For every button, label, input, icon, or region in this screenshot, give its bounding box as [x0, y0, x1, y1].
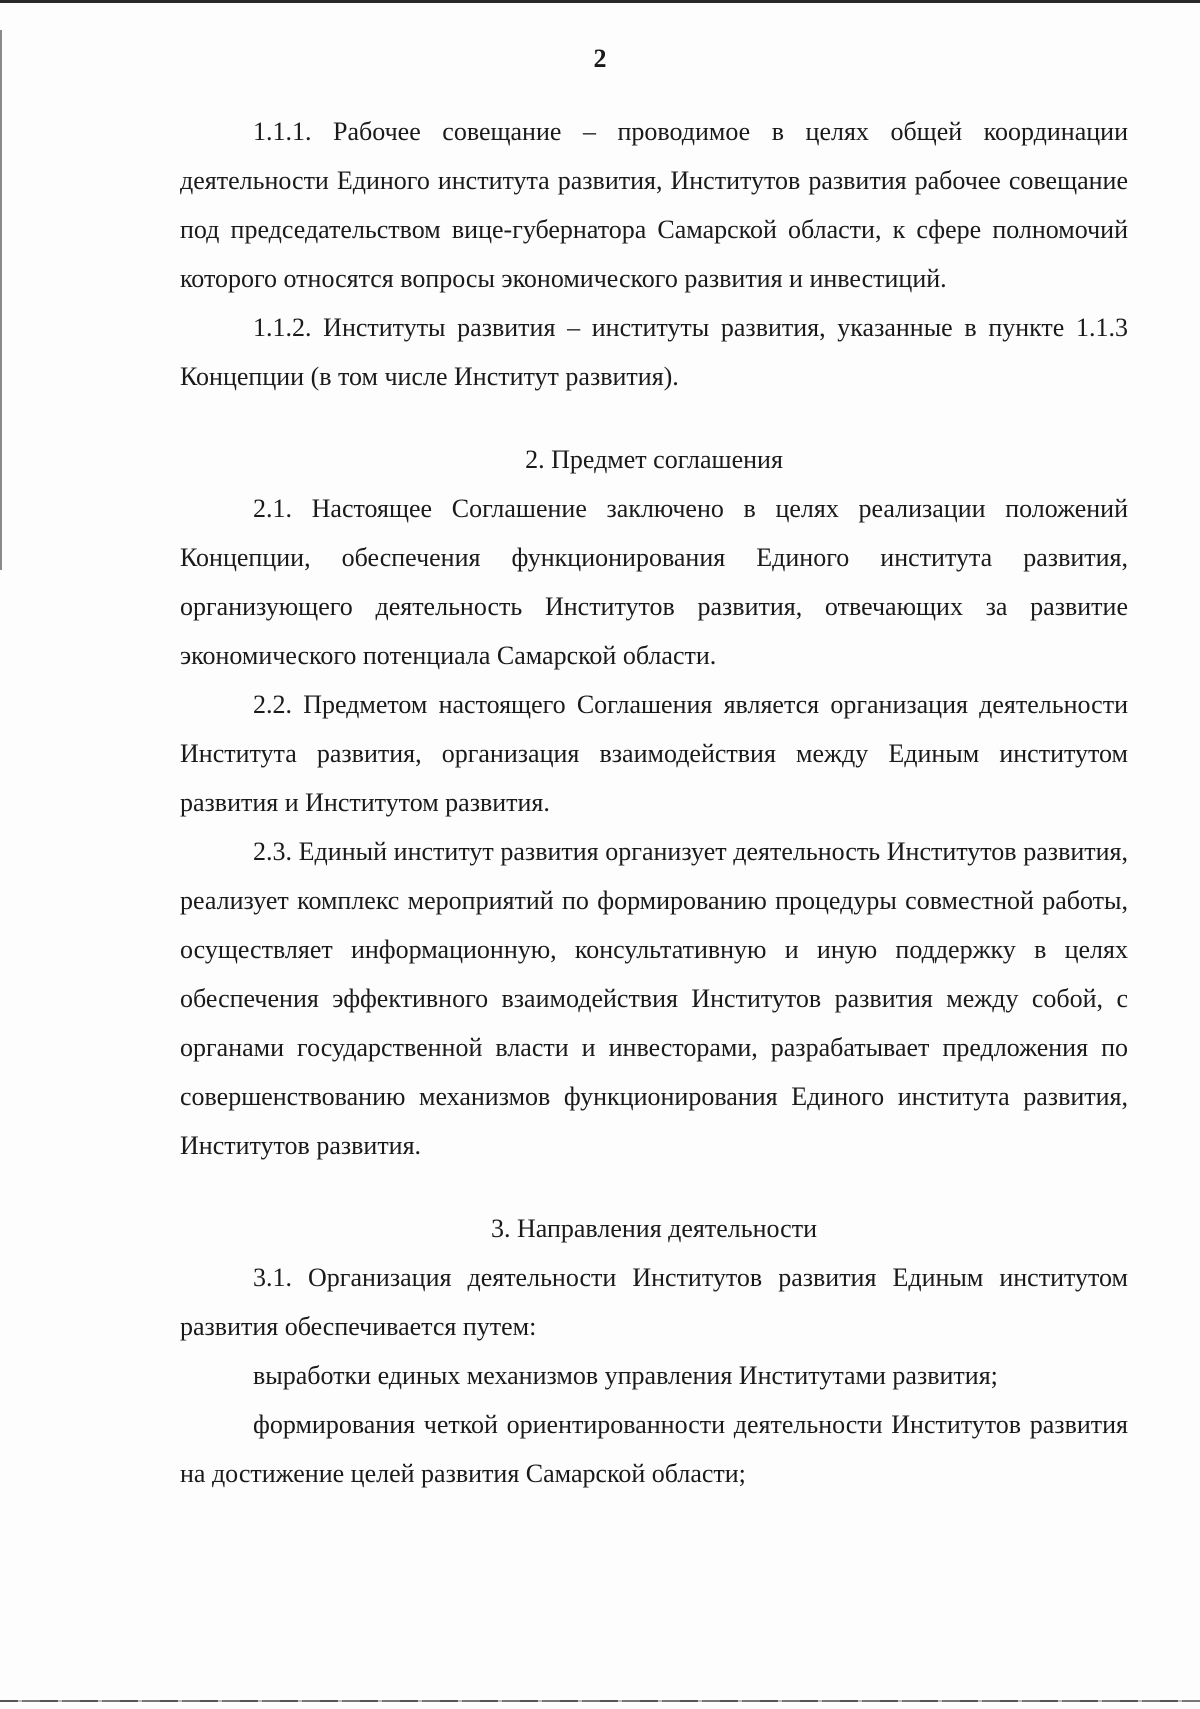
section-heading-3: 3. Направления деятельности	[490, 1214, 817, 1243]
paragraph-2-2: 2.2. Предметом настоящего Соглашения является организация деятельности Института развития, организация взаимодействия между Единым институтом развития и Институтом развития.	[180, 690, 1128, 817]
paragraph-1-1-1: 1.1.1. Рабочее совещание – проводимое в целях общей координации деятельности Единого института развития, Институтов развития рабочее совещание под председательством вице-губернатора Самарской области, к сфере полномочий которого относятся вопросы экономического развития и инвестиций.	[180, 117, 1128, 293]
section-heading-2: 2. Предмет соглашения	[525, 445, 783, 474]
paragraph-3-1-a: выработки единых механизмов управления Институтами развития;	[253, 1361, 998, 1390]
paragraph-2-3: 2.3. Единый институт развития организует деятельность Институтов развития, реализует комплекс мероприятий по формированию процедуры совместной работы, осуществляет информационную, консультативную и иную поддержку в целях обеспечения эффективного взаимодействия Институтов развития между собой, с органами государственной власти и инвесторами, разрабатывает предложения по совершенствованию механизмов функционирования Единого института развития, Институтов развития.	[180, 837, 1128, 1160]
paragraph-3-1-b: формирования четкой ориентированности деятельности Институтов развития на достижение целей развития Самарской области;	[180, 1410, 1128, 1488]
paragraph-3-1: 3.1. Организация деятельности Институтов развития Единым институтом развития обеспечивается путем:	[180, 1263, 1128, 1341]
paragraph-1-1-2: 1.1.2. Институты развития – институты развития, указанные в пункте 1.1.3 Концепции (в том числе Институт развития).	[180, 313, 1128, 391]
paragraph-2-1: 2.1. Настоящее Соглашение заключено в целях реализации положений Концепции, обеспечения функционирования Единого института развития, организующего деятельность Институтов развития, отвечающих за развитие экономического потенциала Самарской области.	[180, 494, 1128, 670]
document-body	[180, 107, 1128, 1498]
scan-bottom-edge	[0, 1700, 1200, 1702]
scan-top-edge	[0, 0, 1200, 3]
scan-left-edge	[0, 30, 2, 570]
page-number: 2	[593, 44, 607, 73]
